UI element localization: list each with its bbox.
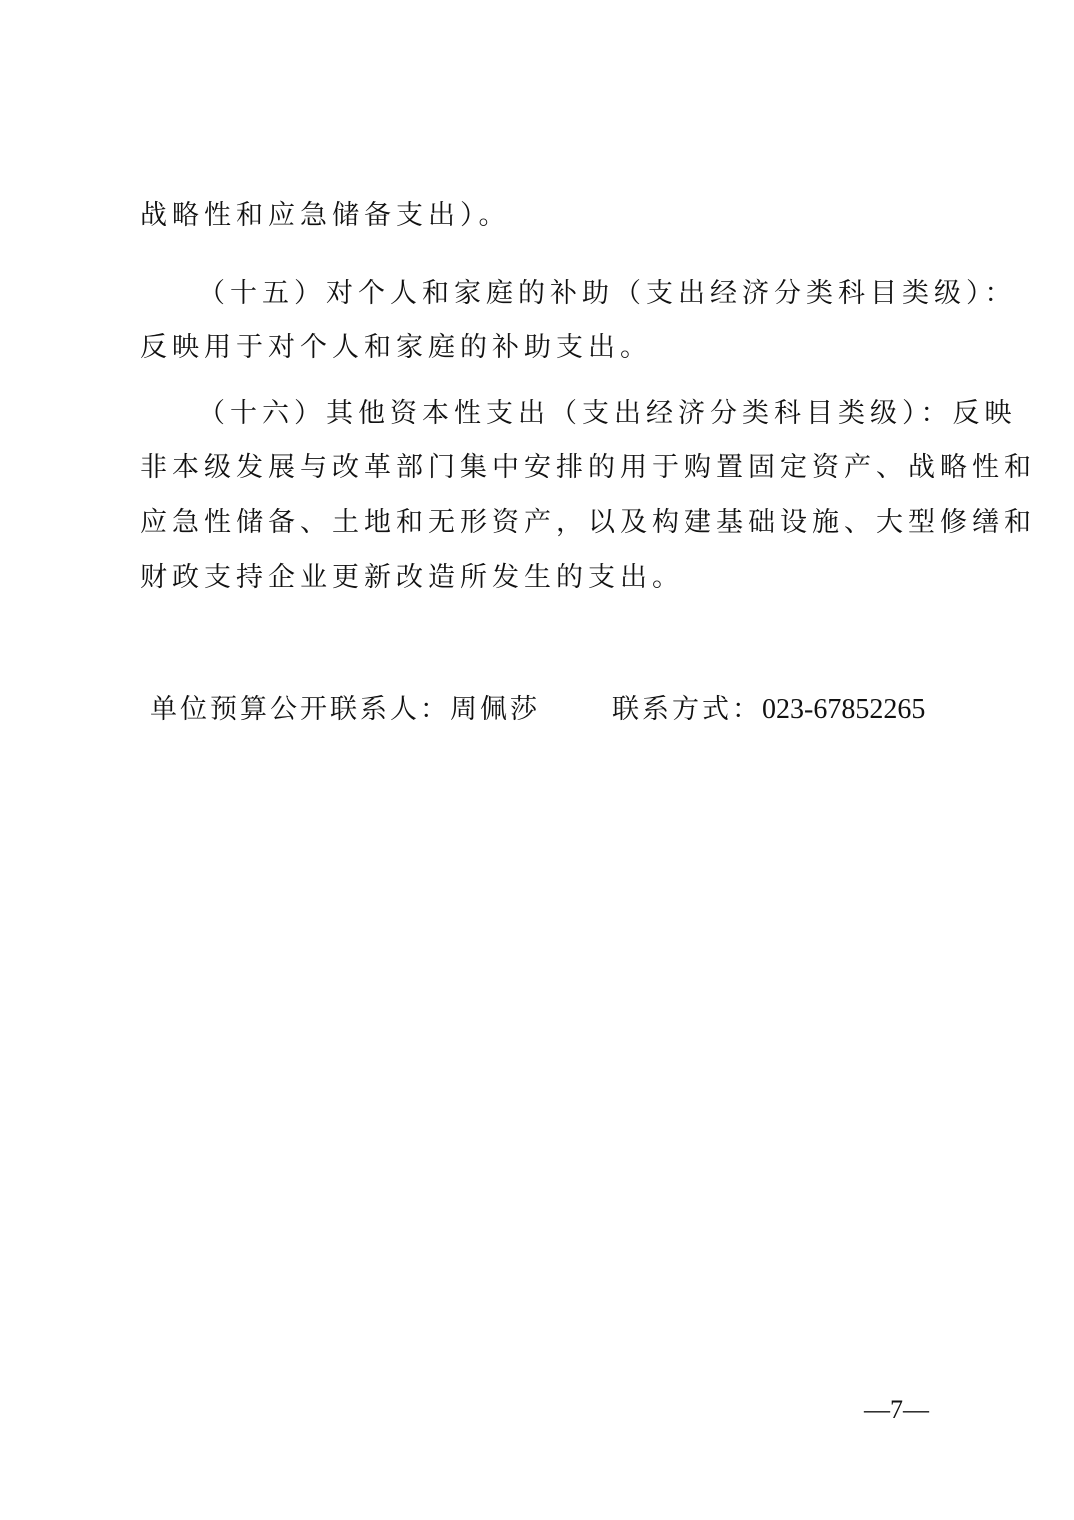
contact-person bbox=[150, 692, 540, 728]
paragraph-line: 财政支持企业更新改造所发生的支出。 bbox=[140, 562, 684, 593]
contact-method-label: 联系方式： bbox=[612, 694, 762, 725]
contact-person-name: 周佩莎 bbox=[450, 694, 540, 725]
section-heading-15: （十五）对个人和家庭的补助（支出经济分类科目类级）： bbox=[198, 278, 1017, 309]
paragraph-line: 反映用于对个人和家庭的补助支出。 bbox=[140, 332, 652, 363]
paragraph-line: 战略性和应急储备支出）。 bbox=[140, 200, 511, 231]
page-number: —7— bbox=[864, 1395, 929, 1424]
section-heading-16: （十六）其他资本性支出（支出经济分类科目类级）：反映 bbox=[198, 398, 1017, 429]
paragraph-line: 应急性储备、土地和无形资产，以及构建基础设施、大型修缮和 bbox=[140, 507, 1036, 538]
contact-person-label: 单位预算公开联系人： bbox=[150, 694, 450, 725]
contact-phone: 023-67852265 bbox=[762, 694, 926, 725]
paragraph-line: 非本级发展与改革部门集中安排的用于购置固定资产、战略性和 bbox=[140, 452, 1036, 483]
contact-method bbox=[612, 692, 925, 728]
